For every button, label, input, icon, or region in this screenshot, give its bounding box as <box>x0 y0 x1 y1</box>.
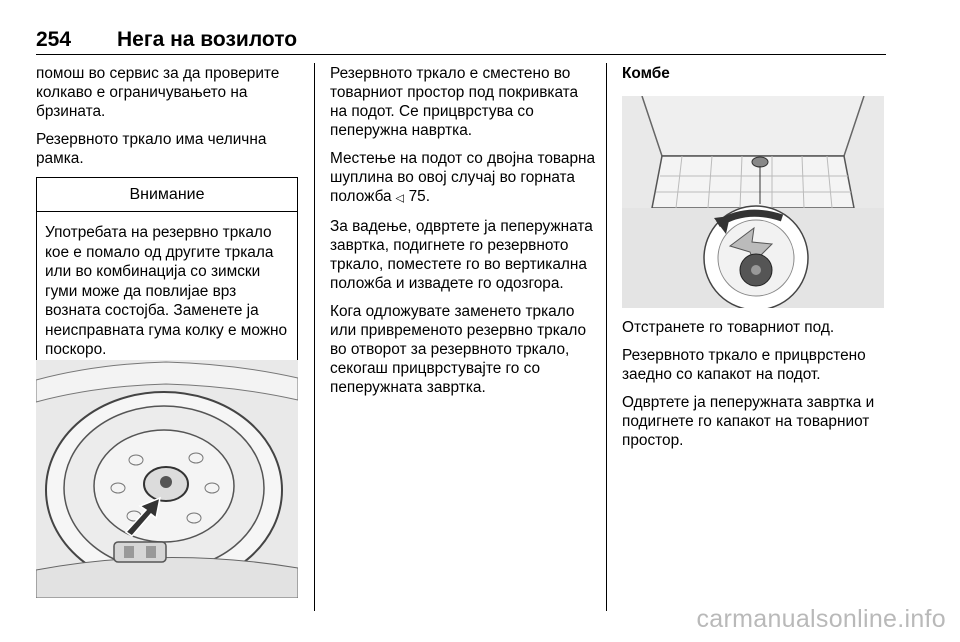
page-number: 254 <box>36 28 72 51</box>
triangle-reference-icon: △ <box>393 194 406 203</box>
column-1 <box>36 64 298 411</box>
warning-box <box>36 177 298 369</box>
spare-wheel-hatchback-illustration <box>36 360 298 598</box>
paragraph-text: Местење на подот со двојна товарна шуплина во овој случај во горната положба <box>330 150 596 205</box>
paragraph: Одвртете ја пеперужната завртка и подигнете го капакот на товарниот простор. <box>622 394 875 449</box>
subheading: Комбе <box>622 65 670 82</box>
paragraph: помош во сервис за да проверите колкаво е ограничувањето на брзината. <box>36 65 280 120</box>
column-2 <box>330 64 598 406</box>
paragraph <box>330 149 598 208</box>
paragraph: Резервното тркало е прицврстено заедно со капакот на подот. <box>622 347 866 383</box>
paragraph: Резервното тркало има челична рамка. <box>36 131 267 167</box>
page-header <box>36 28 886 55</box>
spare-wheel-van-illustration <box>622 96 884 308</box>
section-title: Нега на возилото <box>117 28 298 51</box>
watermark: carmanualsonline.info <box>696 605 946 633</box>
page-reference[interactable]: 75. <box>408 188 431 205</box>
column-3 <box>622 64 890 92</box>
column-divider-1 <box>314 63 315 611</box>
paragraph: Отстранете го товарниот под. <box>622 319 835 336</box>
warning-text: Употребата на резервно тркало кое е помало од другите тркала или во комбинација со зимски гуми може да повлијае врз возната состојба. Заменете ја неисправната гума колку е можно поскоро. <box>45 224 288 358</box>
paragraph: Кога одложувате заменето тркало или привременото резервно тркало во отворот за резервното тркало, секогаш прицврстувајте го со пеперужната завртка. <box>330 303 587 396</box>
paragraph: За вадење, одвртете ја пеперужната завртка, подигнете го резервното тркало, поместете го во вертикална положба и извадете го одозгора. <box>330 218 593 292</box>
column-divider-2 <box>606 63 607 611</box>
paragraph: Резервното тркало е сместено во товарниот простор под покривката на подот. Се прицврстува со пеперужна навртка. <box>330 65 579 139</box>
column-3-lower <box>622 318 890 459</box>
warning-title: Внимание <box>37 178 297 212</box>
